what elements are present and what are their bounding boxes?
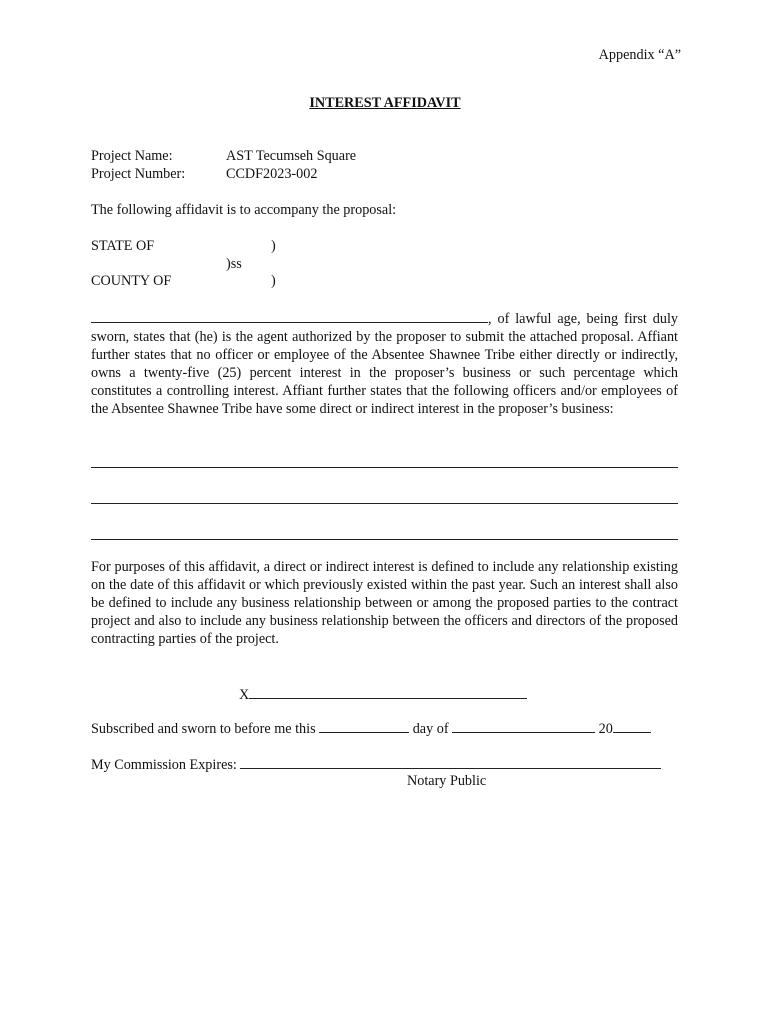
- project-name-label: Project Name:: [91, 148, 173, 164]
- ss-mark: )ss: [226, 256, 242, 272]
- notary-public-label: Notary Public: [407, 773, 487, 789]
- year-line[interactable]: [613, 718, 651, 733]
- project-name-value: AST Tecumseh Square: [226, 148, 357, 164]
- state-of-label: STATE OF: [91, 238, 155, 254]
- affidavit-paragraph: [91, 308, 678, 418]
- county-paren: ): [271, 273, 276, 289]
- affiant-name-line[interactable]: [91, 308, 488, 323]
- signature-area: [239, 684, 527, 704]
- county-of-label: COUNTY OF: [91, 273, 172, 289]
- month-line[interactable]: [452, 718, 595, 733]
- commission-line[interactable]: [240, 754, 661, 769]
- state-paren: ): [271, 238, 276, 254]
- interest-blank-line-1[interactable]: [91, 467, 678, 468]
- signature-x-mark: X: [239, 687, 250, 703]
- signature-line[interactable]: [249, 684, 527, 699]
- affidavit-body: sworn, states that (he) is the agent authorized by the proposer to submit the attached proposal. Affiant further states that no officer or employee of the Absentee Shawnee Tribe either directly or indirectly, owns a twenty-five (25) percent interest in the proposer’s business or such percentage which constitutes a controlling interest. Affiant further states that the following officers and/or employees of the Absentee Shawnee Tribe have some direct or indirect interest in the proposer’s business:: [91, 329, 678, 417]
- subscribed-row: [91, 718, 651, 738]
- interest-blank-line-3[interactable]: [91, 539, 678, 540]
- interest-blank-line-2[interactable]: [91, 503, 678, 504]
- page-title: INTEREST AFFIDAVIT: [309, 95, 461, 111]
- project-number-value: CCDF2023-002: [226, 166, 318, 182]
- day-line[interactable]: [319, 718, 409, 733]
- subscribed-label: Subscribed and sworn to before me this: [91, 721, 316, 737]
- year-prefix: 20: [598, 721, 613, 737]
- commission-label: My Commission Expires:: [91, 757, 237, 773]
- appendix-label: Appendix “A”: [598, 47, 681, 63]
- affiant-line-suffix: , of lawful age, being first duly: [488, 311, 678, 327]
- commission-row: [91, 754, 661, 774]
- intro-text: The following affidavit is to accompany the proposal:: [91, 202, 397, 218]
- project-number-label: Project Number:: [91, 166, 186, 182]
- definition-paragraph: For purposes of this affidavit, a direct or indirect interest is defined to include any relationship existing on the date of this affidavit or which previously existed within the past year. Such an interest shall also be defined to include any business relationship between or among the proposed parties to the contract project and also to include any business relationship between the officers and directors of the proposed contracting parties of the project.: [91, 559, 678, 647]
- day-of-label: day of: [412, 721, 449, 737]
